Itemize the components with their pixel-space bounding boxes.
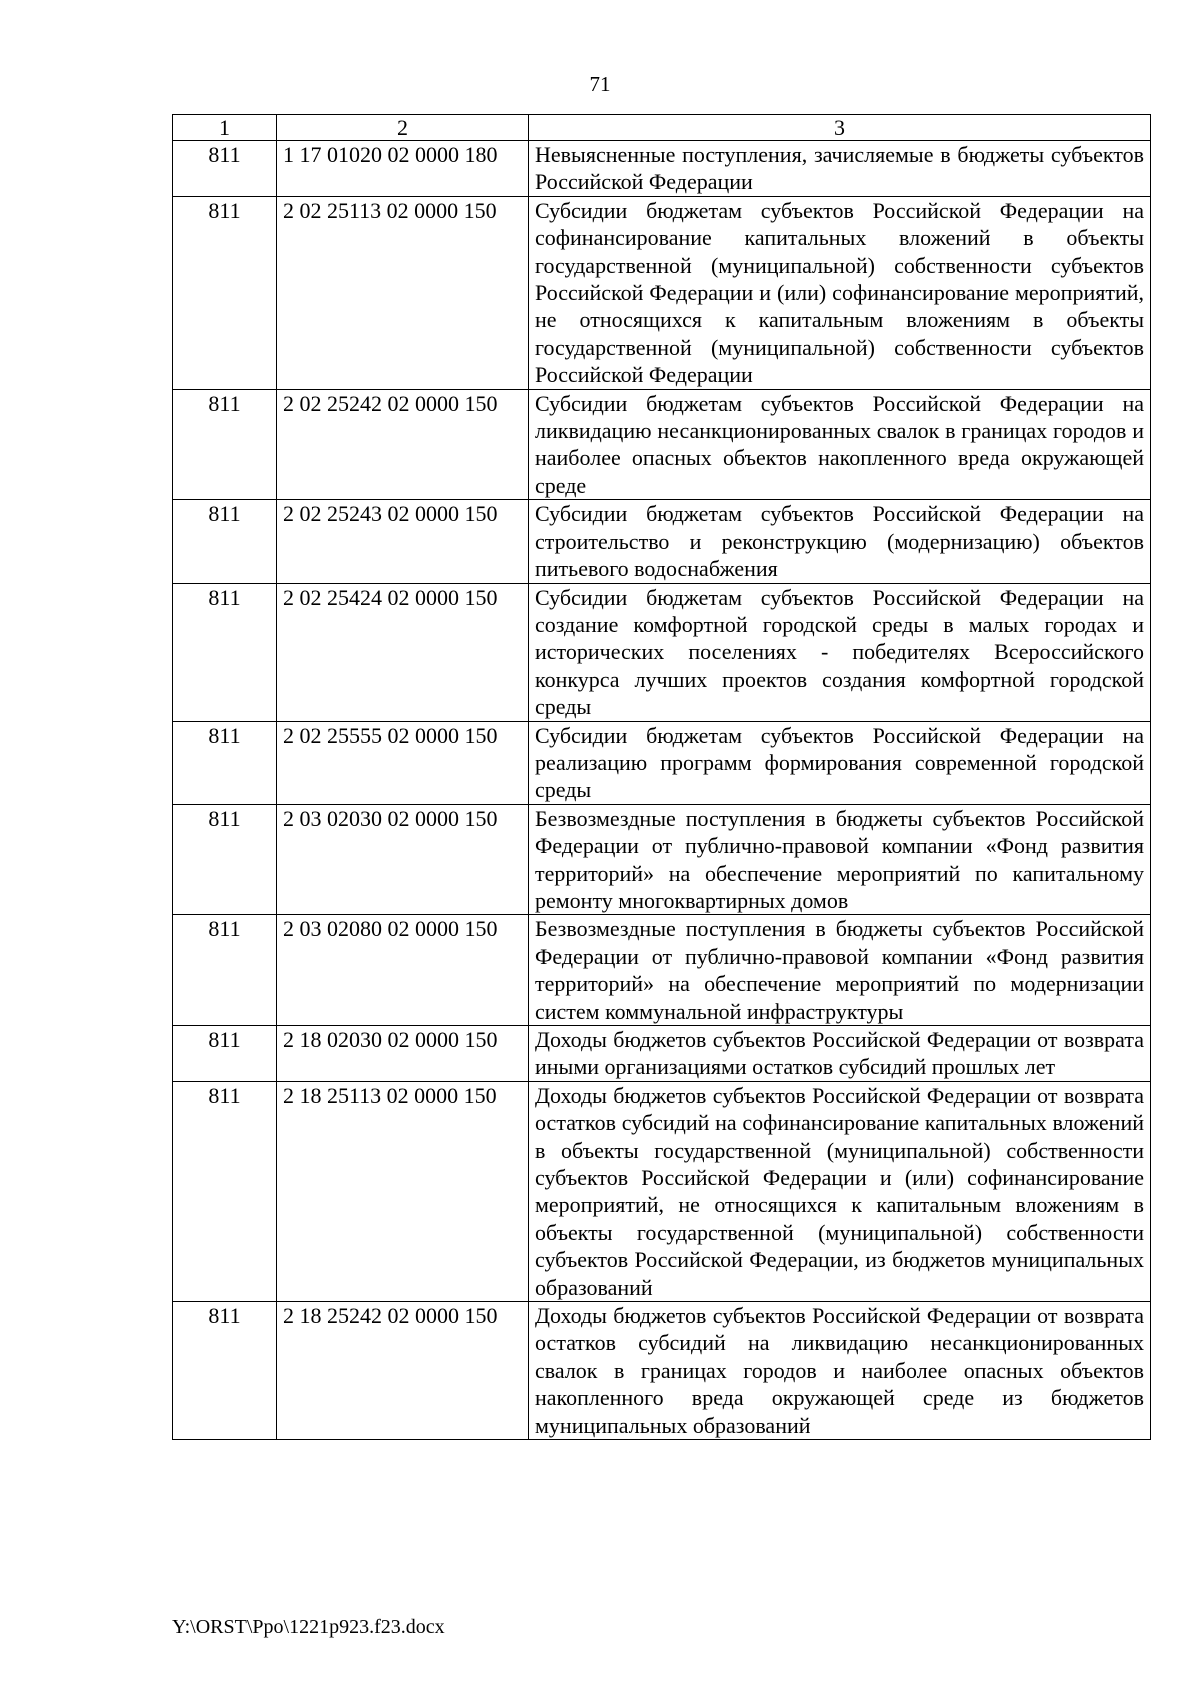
admin-code-cell: 811 bbox=[173, 141, 277, 197]
revenue-name-cell: Субсидии бюджетам субъектов Российской Федерации на создание комфортной городской среды в малых городах и исторических поселениях - победителях Всероссийского конкурса лучших проектов создания комфортной городской среды bbox=[529, 583, 1151, 721]
column-header-3: 3 bbox=[529, 115, 1151, 141]
table-row bbox=[173, 1026, 1151, 1082]
table-row bbox=[173, 804, 1151, 915]
admin-code-cell: 811 bbox=[173, 1081, 277, 1301]
revenue-name-cell: Доходы бюджетов субъектов Российской Федерации от возврата остатков субсидий на софинансирование капитальных вложений в объекты государственной (муниципальной) собственности субъектов Российской Федерации и (или) софинансирование мероприятий, не относящихся к капитальным вложениям в объекты государственной (муниципальной) собственности субъектов Российской Федерации, из бюджетов муниципальных образований bbox=[529, 1081, 1151, 1301]
table-row bbox=[173, 721, 1151, 804]
column-header-1: 1 bbox=[173, 115, 277, 141]
revenue-code-cell: 2 02 25243 02 0000 150 bbox=[277, 500, 529, 583]
admin-code-cell: 811 bbox=[173, 804, 277, 915]
table-row bbox=[173, 915, 1151, 1026]
revenue-code-cell: 2 02 25242 02 0000 150 bbox=[277, 389, 529, 500]
revenue-code-cell: 2 02 25555 02 0000 150 bbox=[277, 721, 529, 804]
revenue-name-cell: Доходы бюджетов субъектов Российской Федерации от возврата иными организациями остатков субсидий прошлых лет bbox=[529, 1026, 1151, 1082]
page-number: 71 bbox=[589, 72, 611, 96]
revenue-code-cell: 2 18 02030 02 0000 150 bbox=[277, 1026, 529, 1082]
admin-code-cell: 811 bbox=[173, 915, 277, 1026]
revenue-name-cell: Невыясненные поступления, зачисляемые в бюджеты субъектов Российской Федерации bbox=[529, 141, 1151, 197]
admin-code-cell: 811 bbox=[173, 583, 277, 721]
table-row bbox=[173, 500, 1151, 583]
table-row bbox=[173, 196, 1151, 389]
table-row bbox=[173, 1302, 1151, 1440]
table-row bbox=[173, 389, 1151, 500]
admin-code-cell: 811 bbox=[173, 1026, 277, 1082]
revenue-code-cell: 1 17 01020 02 0000 180 bbox=[277, 141, 529, 197]
admin-code-cell: 811 bbox=[173, 1302, 277, 1440]
table-row bbox=[173, 141, 1151, 197]
revenue-code-cell: 2 03 02030 02 0000 150 bbox=[277, 804, 529, 915]
revenue-code-cell: 2 02 25424 02 0000 150 bbox=[277, 583, 529, 721]
document-file-path: Y:\ORST\Ppo\1221p923.f23.docx bbox=[172, 1616, 445, 1638]
revenue-code-cell: 2 03 02080 02 0000 150 bbox=[277, 915, 529, 1026]
table-header-row bbox=[173, 115, 1151, 141]
admin-code-cell: 811 bbox=[173, 196, 277, 389]
revenue-name-cell: Безвозмездные поступления в бюджеты субъектов Российской Федерации от публично-правовой компании «Фонд развития территорий» на обеспечение мероприятий по модернизации систем коммунальной инфраструктуры bbox=[529, 915, 1151, 1026]
column-header-2: 2 bbox=[277, 115, 529, 141]
revenue-name-cell: Субсидии бюджетам субъектов Российской Федерации на ликвидацию несанкционированных свалок в границах городов и наиболее опасных объектов накопленного вреда окружающей среде bbox=[529, 389, 1151, 500]
revenue-code-cell: 2 02 25113 02 0000 150 bbox=[277, 196, 529, 389]
revenue-name-cell: Доходы бюджетов субъектов Российской Федерации от возврата остатков субсидий на ликвидацию несанкционированных свалок в границах городов и наиболее опасных объектов накопленного вреда окружающей среде из бюджетов муниципальных образований bbox=[529, 1302, 1151, 1440]
budget-classification-table bbox=[172, 114, 1151, 1440]
admin-code-cell: 811 bbox=[173, 389, 277, 500]
revenue-name-cell: Субсидии бюджетам субъектов Российской Федерации на строительство и реконструкцию (модернизацию) объектов питьевого водоснабжения bbox=[529, 500, 1151, 583]
table-row bbox=[173, 1081, 1151, 1301]
revenue-name-cell: Субсидии бюджетам субъектов Российской Федерации на реализацию программ формирования современной городской среды bbox=[529, 721, 1151, 804]
revenue-name-cell: Безвозмездные поступления в бюджеты субъектов Российской Федерации от публично-правовой компании «Фонд развития территорий» на обеспечение мероприятий по капитальному ремонту многоквартирных домов bbox=[529, 804, 1151, 915]
admin-code-cell: 811 bbox=[173, 500, 277, 583]
table-row bbox=[173, 583, 1151, 721]
revenue-code-cell: 2 18 25242 02 0000 150 bbox=[277, 1302, 529, 1440]
revenue-name-cell: Субсидии бюджетам субъектов Российской Федерации на софинансирование капитальных вложений в объекты государственной (муниципальной) собственности субъектов Российской Федерации и (или) софинансирование мероприятий, не относящихся к капитальным вложениям в объекты государственной (муниципальной) собственности субъектов Российской Федерации bbox=[529, 196, 1151, 389]
admin-code-cell: 811 bbox=[173, 721, 277, 804]
revenue-code-cell: 2 18 25113 02 0000 150 bbox=[277, 1081, 529, 1301]
